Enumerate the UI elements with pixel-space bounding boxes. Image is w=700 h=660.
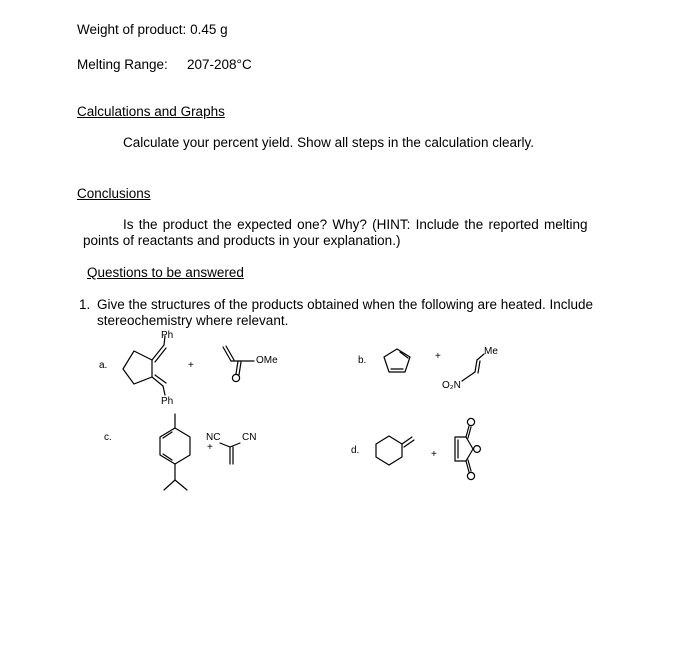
d-plus: + bbox=[431, 449, 437, 460]
d-diene-structure bbox=[376, 436, 414, 465]
a-diene-structure bbox=[123, 336, 166, 395]
c-nc: NC bbox=[206, 432, 221, 443]
label-a: a. bbox=[99, 360, 108, 371]
label-b: b. bbox=[358, 355, 367, 366]
melting-range-label: Melting Range: bbox=[77, 57, 168, 72]
b-plus: + bbox=[435, 351, 441, 362]
b-me: Me bbox=[484, 346, 498, 357]
b-nitroalkene-structure bbox=[462, 354, 484, 381]
label-d: d. bbox=[351, 445, 360, 456]
d-maleic-anhydride-structure bbox=[455, 418, 480, 479]
question-1-line-1: Give the structures of the products obtained when the following are heated. Include bbox=[97, 297, 594, 312]
melting-range-value: 207-208°C bbox=[187, 57, 252, 72]
a-ph-top: Ph bbox=[161, 330, 174, 341]
conclusions-heading: Conclusions bbox=[77, 186, 151, 201]
b-cyclopentadiene-structure bbox=[384, 349, 410, 372]
c-plus: + bbox=[207, 442, 213, 453]
c-diene-structure bbox=[160, 414, 190, 490]
c-dinitrile-structure bbox=[220, 443, 240, 464]
conclusions-line-1: Is the product the expected one? Why? (HINT: Include the reported melting bbox=[123, 217, 588, 232]
c-cn: CN bbox=[242, 432, 257, 443]
question-1-number: 1. bbox=[79, 297, 91, 312]
question-1-line-2: stereochemistry where relevant. bbox=[97, 313, 289, 328]
label-c: c. bbox=[104, 432, 112, 443]
a-ph-bottom: Ph bbox=[161, 396, 174, 407]
b-o2n: O₂N bbox=[442, 380, 461, 391]
weight-of-product: Weight of product: 0.45 g bbox=[77, 22, 228, 37]
conclusions-line-2: points of reactants and products in your explanation.) bbox=[83, 233, 401, 248]
a-ome: OMe bbox=[256, 355, 278, 366]
a-methyl-acrylate-structure bbox=[223, 346, 254, 382]
calculations-instruction: Calculate your percent yield. Show all steps in the calculation clearly. bbox=[123, 135, 534, 150]
questions-heading: Questions to be answered bbox=[87, 265, 244, 280]
calculations-heading: Calculations and Graphs bbox=[77, 104, 225, 119]
a-plus: + bbox=[188, 360, 194, 371]
